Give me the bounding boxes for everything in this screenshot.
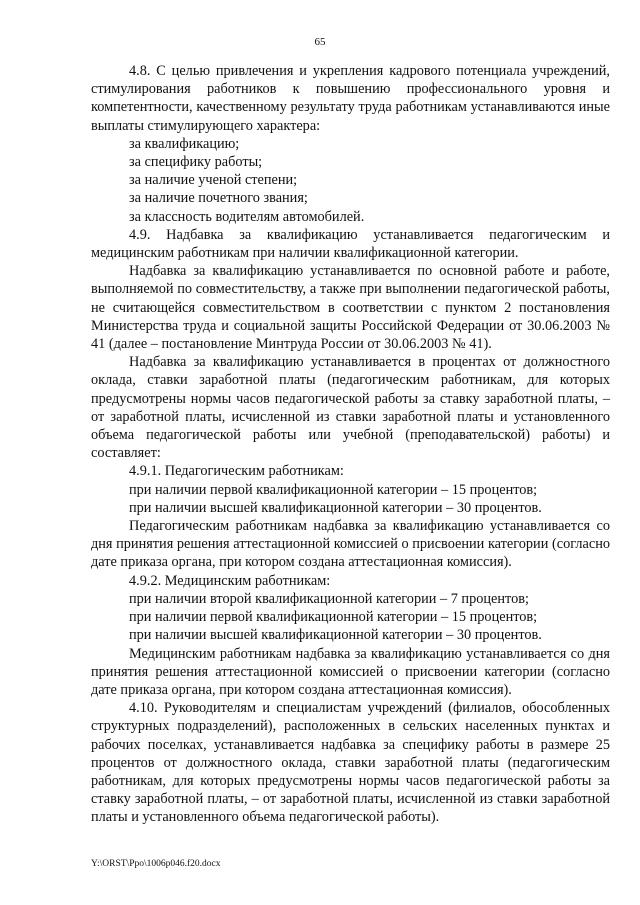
paragraph-4-10: 4.10. Руководителям и специалистам учреждений (филиалов, обособленных структурных подразделений), расположенных в сельских населенных пунктах и рабочих поселках, устанавливается надбавка за специфику работы в размере 25 процентов от должностного оклада, ставки заработной платы (педагогическим работникам, для которых предусмотрены нормы часов педагогической работы за ставку заработной платы, – от заработной платы, исчисленной из ставки заработной платы и установленного объема педагогической работы). — [91, 700, 610, 826]
paragraph-4-9: 4.9. Надбавка за квалификацию устанавливается педагогическим и медицинским работникам при наличии квалификационной категории. — [91, 226, 610, 262]
paragraph: Надбавка за квалификацию устанавливается в процентах от должностного оклада, ставки заработной платы (педагогическим работникам, для которых предусмотрены нормы часов педагогической работы за ставку заработной платы, – от заработной платы, исчисленной из ставки заработной платы и установленного объема педагогической работы или учебной (преподавательской) работы) и составляет: — [91, 354, 610, 462]
subsection-heading-4-9-2: 4.9.2. Медицинским работникам: — [129, 572, 331, 589]
paragraph: Медицинским работникам надбавка за квалификацию устанавливается со дня принятия решения аттестационной комиссией о присвоении категории (согласно дате приказа органа, при котором создана аттестационная комиссия). — [91, 645, 610, 698]
list-item: за наличие ученой степени; — [129, 172, 298, 189]
page-number: 65 — [314, 36, 326, 48]
list-item: при наличии первой квалификационной категории – 15 процентов; — [129, 481, 538, 498]
subsection-heading-4-9-1: 4.9.1. Педагогическим работникам: — [129, 463, 344, 480]
file-path-footer: Y:\ORST\Ppo\1006p046.f20.docx — [91, 859, 221, 869]
list-item: при наличии высшей квалификационной категории – 30 процентов. — [129, 499, 542, 516]
list-item: при наличии первой квалификационной категории – 15 процентов; — [129, 609, 538, 626]
list-item: за специфику работы; — [129, 154, 263, 171]
paragraph: Педагогическим работникам надбавка за квалификацию устанавливается со дня принятия решения аттестационной комиссией о присвоении категории (согласно дате приказа органа, при котором создана аттестационная комиссия). — [91, 518, 610, 571]
list-item: за квалификацию; — [129, 135, 240, 152]
list-item: при наличии второй квалификационной категории – 7 процентов; — [129, 590, 529, 607]
list-item: за классность водителям автомобилей. — [129, 208, 365, 225]
list-item: за наличие почетного звания; — [129, 190, 308, 207]
paragraph: Надбавка за квалификацию устанавливается по основной работе и работе, выполняемой по совместительству, а также при выполнении педагогической работы, не считающейся совместительством в соответствии с пунктом 2 постановления Министерства труда и социальной защиты Российской Федерации от 30.06.2003 № 41 (далее – постановление Минтруда России от 30.06.2003 № 41). — [91, 263, 610, 353]
document-body — [91, 62, 610, 827]
list-item: при наличии высшей квалификационной категории – 30 процентов. — [129, 627, 542, 644]
paragraph-4-8: 4.8. С целью привлечения и укрепления кадрового потенциала учреждений, стимулирования работников к повышению профессионального уровня и компетентности, качественному результату труда работникам устанавливаются иные выплаты стимулирующего характера: — [91, 63, 610, 134]
